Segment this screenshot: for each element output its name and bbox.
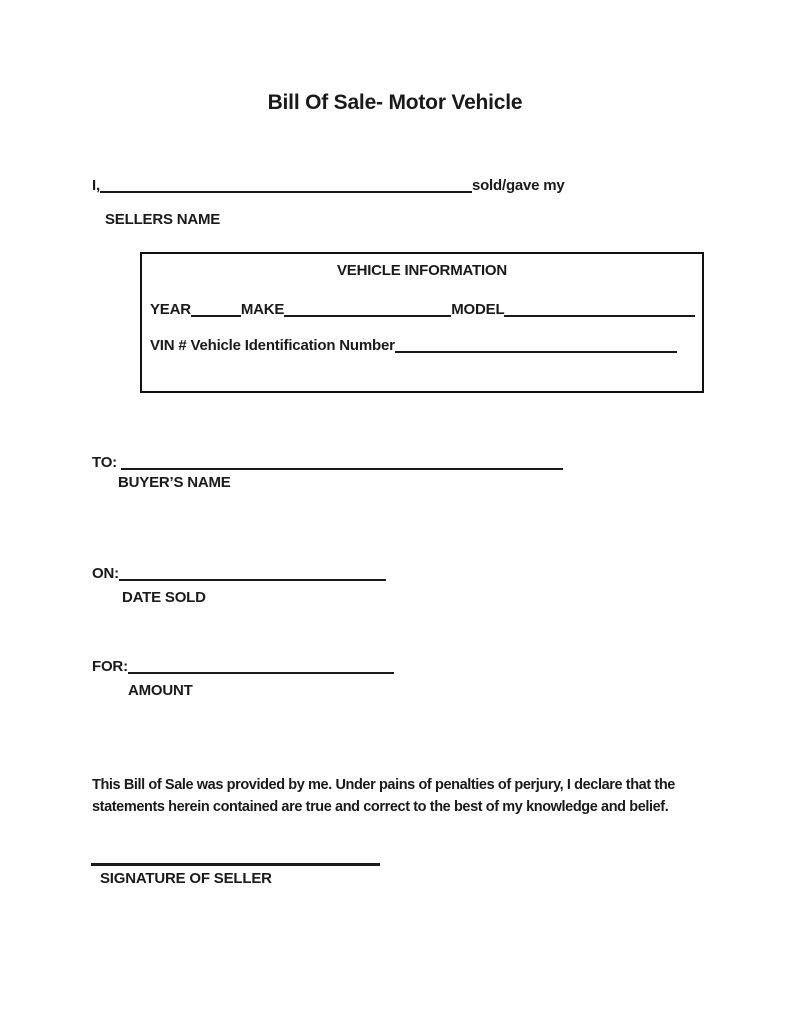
make-field[interactable] [284, 303, 451, 317]
document-title: Bill Of Sale- Motor Vehicle [267, 91, 523, 114]
buyers-name-label: BUYER’S NAME [118, 474, 231, 491]
year-label: YEAR [150, 301, 191, 318]
model-field[interactable] [504, 303, 695, 317]
make-label: MAKE [240, 301, 285, 318]
seller-name-field[interactable] [100, 179, 472, 193]
date-sold-field[interactable] [119, 567, 386, 581]
sellers-name-label: SELLERS NAME [105, 211, 221, 228]
year-field[interactable] [191, 303, 241, 317]
signature-of-seller-label: SIGNATURE OF SELLER [100, 870, 272, 887]
seller-statement-line [92, 176, 565, 195]
amount-field[interactable] [128, 660, 394, 674]
for-prefix: FOR: [92, 658, 128, 675]
vehicle-information-box [140, 252, 704, 393]
vin-field[interactable] [395, 339, 677, 353]
declaration-line-1: This Bill of Sale was provided by me. Under pains of penalties of perjury, I declare that the [92, 777, 675, 793]
amount-line [92, 657, 394, 676]
declaration-line-2: statements herein contained are true and correct to the best of my knowledge and belief. [92, 799, 669, 815]
buyer-line [92, 453, 563, 472]
signature-field[interactable] [91, 863, 380, 866]
seller-statement-prefix: I, [92, 177, 100, 194]
vin-label: VIN # Vehicle Identification Number [150, 337, 395, 354]
year-make-model-line [150, 300, 695, 319]
on-prefix: ON: [92, 565, 119, 582]
date-line [92, 564, 386, 583]
seller-statement-suffix: sold/gave my [471, 177, 565, 194]
amount-label: AMOUNT [128, 682, 193, 699]
date-sold-label: DATE SOLD [122, 589, 206, 606]
vehicle-information-title: VEHICLE INFORMATION [336, 262, 508, 279]
vin-line [150, 336, 677, 355]
declaration-paragraph [92, 774, 675, 818]
to-prefix: TO: [92, 454, 117, 471]
model-label: MODEL [451, 301, 505, 318]
buyer-name-field[interactable] [121, 456, 563, 470]
